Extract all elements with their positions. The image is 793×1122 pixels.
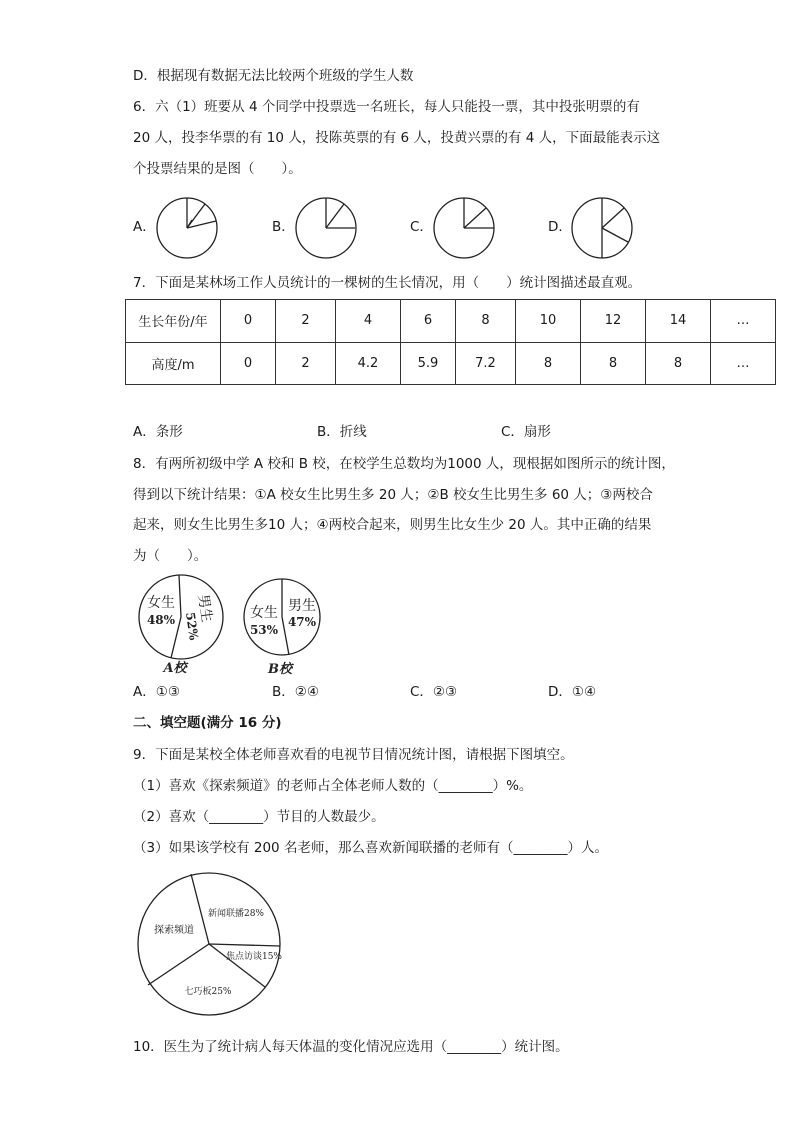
table-cell: 4.2	[336, 342, 401, 385]
table-cell: 8	[646, 342, 711, 385]
q7-question: 7．下面是某林场工作人员统计的一棵树的生长情况，用（ ）统计图描述最直观。	[133, 275, 642, 291]
table-cell: 0	[221, 300, 276, 343]
q9-item-1: （1）喜欢《探索频道》的老师占全体老师人数的（________）%。	[133, 778, 533, 794]
table-cell: …	[711, 342, 776, 385]
school-a-boy-pct: 52%	[183, 611, 201, 642]
table-cell: 6	[401, 300, 456, 343]
q6-option-d-label[interactable]: D．	[548, 219, 572, 235]
table-cell: 12	[581, 300, 646, 343]
school-b-boy-pct: 47%	[287, 615, 317, 629]
q7-option-b[interactable]: B．折线	[317, 424, 367, 440]
q6-option-a-label[interactable]: A．	[133, 219, 156, 235]
growth-table	[125, 299, 776, 385]
table-cell: 4	[336, 300, 401, 343]
school-a-slice-divider-top	[179, 575, 181, 617]
school-b-caption: B校	[268, 662, 292, 677]
q6-line-2: 20 人，投李华票的有 10 人，投陈英票的有 6 人，投黄兴票的有 4 人，下面最能表示这	[133, 130, 661, 146]
q6-option-c-pie	[432, 196, 496, 260]
table-cell: 2	[276, 342, 336, 385]
tv-slice-divider-bottom-right	[209, 944, 265, 987]
q9-question: 9．下面是某校全体老师喜欢看的电视节目情况统计图，请根据下图填空。	[133, 747, 574, 763]
q7-option-c[interactable]: C．扇形	[501, 424, 551, 440]
tv-label-news: 新闻联播28%	[207, 909, 265, 919]
tv-label-discovery: 探索频道	[154, 925, 194, 936]
q8-line-4: 为（ ）。	[133, 548, 208, 564]
school-a-girl-label: 女生	[147, 595, 175, 611]
q8-line-1: 8．有两所初级中学 A 校和 B 校，在校学生总数均为1000 人，现根据如图所示的统计图，	[133, 456, 675, 472]
school-b-boy-label: 男生	[288, 598, 316, 614]
tv-slice-divider-bottom-left	[148, 944, 209, 985]
table-cell: 10	[516, 300, 581, 343]
school-b-girl-label: 女生	[250, 605, 278, 621]
table-cell: 14	[646, 300, 711, 343]
table-row	[126, 342, 776, 385]
table-cell: 8	[456, 300, 516, 343]
school-a-pie-chart	[137, 573, 227, 677]
tv-program-pie-chart	[136, 872, 284, 1018]
table-cell: …	[711, 300, 776, 343]
q5-option-d: D．根据现有数据无法比较两个班级的学生人数	[133, 68, 414, 84]
school-a-caption: A校	[163, 661, 187, 676]
tv-slice-divider-right	[209, 944, 280, 946]
q6-option-b-pie	[294, 196, 358, 260]
q8-option-b[interactable]: B．②④	[272, 684, 319, 700]
section-2-title: 二、填空题(满分 16 分)	[133, 715, 282, 731]
q6-line-3: 个投票结果的是图（ ）。	[133, 161, 302, 177]
school-b-pie-chart	[240, 577, 330, 677]
table-row	[126, 300, 776, 343]
q6-option-c-label[interactable]: C．	[410, 219, 433, 235]
table-cell: 0	[221, 342, 276, 385]
q7-option-a[interactable]: A．条形	[133, 424, 183, 440]
table-cell: 8	[516, 342, 581, 385]
q6-option-d-pie	[570, 196, 634, 260]
q8-option-d[interactable]: D．①④	[548, 684, 597, 700]
tv-label-tangram: 七巧板25%	[184, 987, 232, 997]
q6-line-1: 6．六（1）班要从 4 个同学中投票选一名班长，每人只能投一票，其中投张明票的有	[133, 99, 640, 115]
school-a-boy-label: 男生	[194, 593, 215, 624]
q6-option-b-label[interactable]: B．	[272, 219, 295, 235]
table-cell: 2	[276, 300, 336, 343]
table-cell: 8	[581, 342, 646, 385]
q8-option-c[interactable]: C．②③	[410, 684, 458, 700]
q8-line-3: 起来，则女生比男生多10 人；④两校合起来，则男生比女生少 20 人。其中正确的结果	[133, 517, 652, 533]
q10-question: 10．医生为了统计病人每天体温的变化情况应选用（________）统计图。	[133, 1039, 569, 1055]
table-cell: 5.9	[401, 342, 456, 385]
q9-item-2: （2）喜欢（________）节目的人数最少。	[133, 809, 385, 825]
table-header-cell: 生长年份/年	[126, 300, 221, 343]
school-a-girl-pct: 48%	[146, 613, 176, 627]
table-header-cell: 高度/m	[126, 342, 221, 385]
q6-option-a-pie	[155, 196, 219, 260]
q9-item-3: （3）如果该学校有 200 名老师，那么喜欢新闻联播的老师有（________）人。	[133, 840, 608, 856]
school-b-girl-pct: 53%	[249, 623, 279, 637]
q8-option-a[interactable]: A．①③	[133, 684, 180, 700]
q8-line-2: 得到以下统计结果：①A 校女生比男生多 20 人；②B 校女生比男生多 60 人；③两校合	[133, 487, 653, 503]
table-cell: 7.2	[456, 342, 516, 385]
tv-label-focus: 焦点访谈15%	[225, 952, 283, 962]
